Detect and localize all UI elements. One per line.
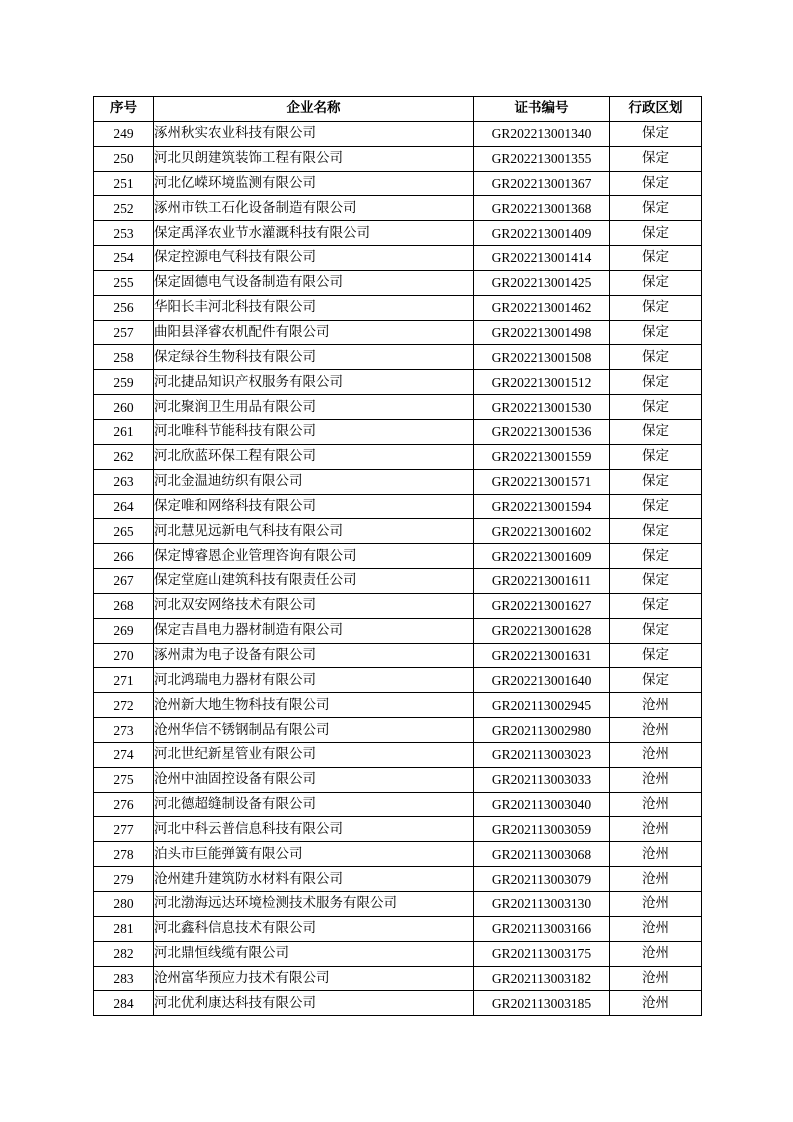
certificate-number-cell: GR202213001609 (474, 544, 610, 569)
table-row (94, 842, 702, 867)
region-cell: 保定 (610, 345, 702, 370)
certificate-number-cell: GR202213001594 (474, 494, 610, 519)
serial-number-cell: 261 (94, 419, 154, 444)
serial-number-cell: 259 (94, 370, 154, 395)
table-row (94, 569, 702, 594)
serial-number-cell: 253 (94, 221, 154, 246)
certificate-number-cell: GR202213001571 (474, 469, 610, 494)
serial-number-cell: 256 (94, 295, 154, 320)
certificate-number-cell: GR202113003166 (474, 916, 610, 941)
serial-number-cell: 273 (94, 718, 154, 743)
company-name-cell: 河北渤海远达环境检测技术服务有限公司 (154, 892, 474, 917)
region-cell: 沧州 (610, 767, 702, 792)
serial-number-cell: 270 (94, 643, 154, 668)
serial-number-cell: 265 (94, 519, 154, 544)
company-name-cell: 华阳长丰河北科技有限公司 (154, 295, 474, 320)
company-name-cell: 保定博睿恩企业管理咨询有限公司 (154, 544, 474, 569)
region-cell: 保定 (610, 643, 702, 668)
certificate-number-cell: GR202213001530 (474, 395, 610, 420)
serial-number-cell: 278 (94, 842, 154, 867)
table-row (94, 867, 702, 892)
serial-number-cell: 266 (94, 544, 154, 569)
serial-number-cell: 267 (94, 569, 154, 594)
serial-number-cell: 262 (94, 444, 154, 469)
certificate-number-cell: GR202113003033 (474, 767, 610, 792)
serial-number-cell: 272 (94, 693, 154, 718)
table-row (94, 991, 702, 1016)
certificate-number-cell: GR202113003182 (474, 966, 610, 991)
company-name-cell: 沧州新大地生物科技有限公司 (154, 693, 474, 718)
company-name-cell: 河北德超缝制设备有限公司 (154, 792, 474, 817)
region-cell: 保定 (610, 444, 702, 469)
enterprise-table (93, 96, 702, 1016)
table-row (94, 792, 702, 817)
serial-number-cell: 254 (94, 246, 154, 271)
serial-number-cell: 281 (94, 916, 154, 941)
certificate-number-cell: GR202113003175 (474, 941, 610, 966)
company-name-cell: 河北亿嵘环境监测有限公司 (154, 171, 474, 196)
region-cell: 保定 (610, 295, 702, 320)
region-cell: 保定 (610, 196, 702, 221)
company-name-cell: 保定吉昌电力器材制造有限公司 (154, 618, 474, 643)
certificate-number-cell: GR202213001409 (474, 221, 610, 246)
company-name-cell: 涿州肃为电子设备有限公司 (154, 643, 474, 668)
serial-number-cell: 279 (94, 867, 154, 892)
company-name-cell: 保定唯和网络科技有限公司 (154, 494, 474, 519)
company-name-cell: 河北聚润卫生用品有限公司 (154, 395, 474, 420)
certificate-number-cell: GR202213001355 (474, 146, 610, 171)
region-cell: 沧州 (610, 718, 702, 743)
region-cell: 保定 (610, 146, 702, 171)
table-row (94, 345, 702, 370)
company-name-cell: 河北欣蓝环保工程有限公司 (154, 444, 474, 469)
region-cell: 保定 (610, 569, 702, 594)
serial-number-cell: 257 (94, 320, 154, 345)
region-cell: 沧州 (610, 742, 702, 767)
certificate-number-cell: GR202113003023 (474, 742, 610, 767)
region-cell: 保定 (610, 469, 702, 494)
company-name-cell: 保定禹泽农业节水灌溉科技有限公司 (154, 221, 474, 246)
table-row (94, 370, 702, 395)
region-cell: 沧州 (610, 693, 702, 718)
table-row (94, 742, 702, 767)
table-row (94, 469, 702, 494)
serial-number-cell: 282 (94, 941, 154, 966)
region-cell: 保定 (610, 171, 702, 196)
region-cell: 沧州 (610, 966, 702, 991)
region-cell: 沧州 (610, 916, 702, 941)
certificate-number-cell: GR202213001425 (474, 270, 610, 295)
table-row (94, 395, 702, 420)
table-row (94, 618, 702, 643)
region-cell: 保定 (610, 320, 702, 345)
serial-number-cell: 276 (94, 792, 154, 817)
company-name-cell: 河北中科云普信息科技有限公司 (154, 817, 474, 842)
company-name-cell: 涿州市铁工石化设备制造有限公司 (154, 196, 474, 221)
table-row (94, 892, 702, 917)
region-cell: 保定 (610, 668, 702, 693)
serial-number-cell: 258 (94, 345, 154, 370)
region-cell: 沧州 (610, 792, 702, 817)
certificate-number-cell: GR202213001512 (474, 370, 610, 395)
certificate-number-cell: GR202213001340 (474, 121, 610, 146)
company-name-cell: 沧州富华预应力技术有限公司 (154, 966, 474, 991)
certificate-number-cell: GR202113003185 (474, 991, 610, 1016)
company-name-cell: 河北捷品知识产权服务有限公司 (154, 370, 474, 395)
certificate-number-cell: GR202213001508 (474, 345, 610, 370)
serial-number-cell: 280 (94, 892, 154, 917)
certificate-number-cell: GR202113003130 (474, 892, 610, 917)
region-cell: 保定 (610, 519, 702, 544)
certificate-number-cell: GR202213001628 (474, 618, 610, 643)
region-cell: 保定 (610, 270, 702, 295)
certificate-number-cell: GR202213001368 (474, 196, 610, 221)
company-name-cell: 河北鼎恒线缆有限公司 (154, 941, 474, 966)
table-row (94, 941, 702, 966)
certificate-number-cell: GR202113002945 (474, 693, 610, 718)
certificate-number-cell: GR202213001367 (474, 171, 610, 196)
company-name-cell: 保定绿谷生物科技有限公司 (154, 345, 474, 370)
table-row (94, 171, 702, 196)
company-name-cell: 曲阳县泽睿农机配件有限公司 (154, 320, 474, 345)
table-row (94, 668, 702, 693)
table-row (94, 693, 702, 718)
certificate-number-cell: GR202113002980 (474, 718, 610, 743)
header-administrative-region: 行政区划 (610, 97, 702, 122)
certificate-number-cell: GR202213001462 (474, 295, 610, 320)
region-cell: 保定 (610, 494, 702, 519)
region-cell: 保定 (610, 544, 702, 569)
header-serial-number: 序号 (94, 97, 154, 122)
table-body (94, 121, 702, 1015)
table-row (94, 916, 702, 941)
region-cell: 保定 (610, 618, 702, 643)
serial-number-cell: 264 (94, 494, 154, 519)
table-row (94, 966, 702, 991)
table-row (94, 817, 702, 842)
serial-number-cell: 283 (94, 966, 154, 991)
certificate-number-cell: GR202113003040 (474, 792, 610, 817)
company-name-cell: 泊头市巨能弹簧有限公司 (154, 842, 474, 867)
certificate-number-cell: GR202213001414 (474, 246, 610, 271)
region-cell: 保定 (610, 395, 702, 420)
table-row (94, 196, 702, 221)
table-row (94, 494, 702, 519)
serial-number-cell: 269 (94, 618, 154, 643)
region-cell: 保定 (610, 221, 702, 246)
region-cell: 沧州 (610, 817, 702, 842)
table-row (94, 246, 702, 271)
region-cell: 沧州 (610, 892, 702, 917)
company-name-cell: 河北慧见远新电气科技有限公司 (154, 519, 474, 544)
region-cell: 保定 (610, 419, 702, 444)
serial-number-cell: 252 (94, 196, 154, 221)
region-cell: 保定 (610, 593, 702, 618)
table-row (94, 295, 702, 320)
region-cell: 沧州 (610, 991, 702, 1016)
serial-number-cell: 277 (94, 817, 154, 842)
table-row (94, 444, 702, 469)
certificate-number-cell: GR202213001627 (474, 593, 610, 618)
company-name-cell: 沧州中油固控设备有限公司 (154, 767, 474, 792)
company-name-cell: 沧州建升建筑防水材料有限公司 (154, 867, 474, 892)
header-company-name: 企业名称 (154, 97, 474, 122)
region-cell: 沧州 (610, 941, 702, 966)
table-row (94, 270, 702, 295)
table-row (94, 121, 702, 146)
company-name-cell: 河北金温迪纺织有限公司 (154, 469, 474, 494)
company-name-cell: 河北双安网络技术有限公司 (154, 593, 474, 618)
serial-number-cell: 268 (94, 593, 154, 618)
region-cell: 保定 (610, 246, 702, 271)
company-name-cell: 保定堂庭山建筑科技有限责任公司 (154, 569, 474, 594)
certificate-number-cell: GR202213001640 (474, 668, 610, 693)
serial-number-cell: 260 (94, 395, 154, 420)
table-row (94, 767, 702, 792)
region-cell: 沧州 (610, 867, 702, 892)
serial-number-cell: 263 (94, 469, 154, 494)
certificate-number-cell: GR202213001602 (474, 519, 610, 544)
table-row (94, 593, 702, 618)
serial-number-cell: 271 (94, 668, 154, 693)
table-row (94, 643, 702, 668)
header-certificate-number: 证书编号 (474, 97, 610, 122)
table-row (94, 718, 702, 743)
serial-number-cell: 255 (94, 270, 154, 295)
table-header-row (94, 97, 702, 122)
serial-number-cell: 249 (94, 121, 154, 146)
certificate-number-cell: GR202213001611 (474, 569, 610, 594)
company-name-cell: 河北世纪新星管业有限公司 (154, 742, 474, 767)
serial-number-cell: 275 (94, 767, 154, 792)
serial-number-cell: 284 (94, 991, 154, 1016)
table-row (94, 519, 702, 544)
table-row (94, 146, 702, 171)
certificate-number-cell: GR202113003068 (474, 842, 610, 867)
serial-number-cell: 251 (94, 171, 154, 196)
company-name-cell: 河北鸿瑞电力器材有限公司 (154, 668, 474, 693)
certificate-number-cell: GR202113003059 (474, 817, 610, 842)
company-name-cell: 涿州秋实农业科技有限公司 (154, 121, 474, 146)
region-cell: 沧州 (610, 842, 702, 867)
certificate-number-cell: GR202213001536 (474, 419, 610, 444)
region-cell: 保定 (610, 121, 702, 146)
certificate-number-cell: GR202213001559 (474, 444, 610, 469)
table-row (94, 221, 702, 246)
table-row (94, 419, 702, 444)
company-name-cell: 河北鑫科信息技术有限公司 (154, 916, 474, 941)
company-name-cell: 保定固德电气设备制造有限公司 (154, 270, 474, 295)
company-name-cell: 河北贝朗建筑装饰工程有限公司 (154, 146, 474, 171)
company-name-cell: 保定控源电气科技有限公司 (154, 246, 474, 271)
company-name-cell: 沧州华信不锈钢制品有限公司 (154, 718, 474, 743)
company-name-cell: 河北优利康达科技有限公司 (154, 991, 474, 1016)
table-row (94, 544, 702, 569)
certificate-number-cell: GR202113003079 (474, 867, 610, 892)
certificate-number-cell: GR202213001631 (474, 643, 610, 668)
region-cell: 保定 (610, 370, 702, 395)
serial-number-cell: 250 (94, 146, 154, 171)
company-name-cell: 河北唯科节能科技有限公司 (154, 419, 474, 444)
table-row (94, 320, 702, 345)
serial-number-cell: 274 (94, 742, 154, 767)
certificate-number-cell: GR202213001498 (474, 320, 610, 345)
